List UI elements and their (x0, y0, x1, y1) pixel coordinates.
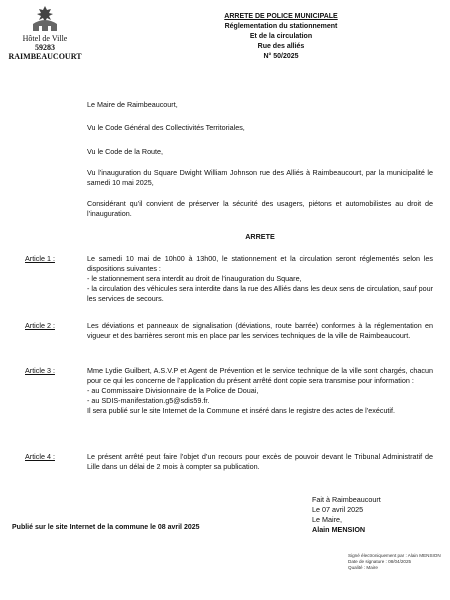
article-3-line: Il sera publié sur le site Internet de la Commune et inséré dans le registre des actes de l’exécutif. (87, 406, 396, 415)
mayor-line: Le Maire de Raimbeaucourt, (87, 100, 178, 109)
town-hall-logo (6, 4, 84, 61)
article-1-line: Le samedi 10 mai de 10h00 à 13h00, le stationnement et la circulation seront réglementés selon les dispositions suivantes : (87, 254, 433, 273)
publication-note: Publié sur le site Internet de la commune le 08 avril 2025 (12, 524, 200, 531)
article-3-body (87, 366, 433, 416)
signature-place: Fait à Raimbeaucourt (312, 495, 381, 504)
logo-line-1: Hôtel de Ville (22, 34, 68, 43)
vu-inauguration: Vu l’inauguration du Square Dwight William Johnson rue des Alliés à Raimbeaucourt, par la municipalité le samedi 10 mai 2025, (87, 168, 433, 187)
vu-code-route: Vu le Code de la Route, (87, 147, 164, 156)
article-3-label: Article 3 : (25, 366, 55, 375)
header-line-3: Et de la circulation (249, 33, 313, 40)
article-1-line: - le stationnement sera interdit au droit de l’inauguration du Square, (87, 274, 302, 283)
article-1-body (87, 254, 433, 304)
article-4-label: Article 4 : (25, 452, 55, 461)
signature-date: Le 07 avril 2025 (312, 505, 364, 514)
header-line-2: Réglementation du stationnement (224, 23, 338, 30)
document-header (200, 12, 362, 62)
article-4-line: Le présent arrêté peut faire l’objet d’un recours pour excès de pouvoir devant le Tribunal Administratif de Lille dans un délai de 2 mois à compter sa publication. (87, 452, 433, 471)
esign-line-3: Qualité : Maire (348, 565, 378, 570)
article-2-body (87, 321, 433, 341)
signature-name: Alain MENSION (312, 525, 366, 534)
arrete-heading: ARRETE (245, 232, 275, 241)
document-title: ARRETE DE POLICE MUNICIPALE (224, 13, 338, 20)
article-3-line: Mme Lydie Guilbert, A.S.V.P et Agent de Prévention et le service technique de la ville sont chargés, chacun pour ce qui les concerne de l’application du présent arrêté dont copie sera transmise pour information : (87, 366, 433, 385)
considerant: Considérant qu’il convient de préserver la sécurité des usagers, piétons et automobilistes au droit de l’inauguration. (87, 199, 433, 218)
article-2-label: Article 2 : (25, 321, 55, 330)
signature-block (312, 495, 381, 535)
article-1-label: Article 1 : (25, 254, 55, 263)
article-3-line: - au SDIS-manifestation.g5@sdis59.fr. (87, 396, 210, 405)
order-number: N° 50/2025 (263, 53, 299, 60)
signature-role: Le Maire, (312, 515, 342, 524)
article-4-body (87, 452, 433, 472)
article-1-line: - la circulation des véhicules sera interdite dans la rue des Alliés dans les deux sens de circulation, sauf pour les services de secours. (87, 284, 433, 303)
article-2-line: Les déviations et panneaux de signalisation (déviations, route barrée) conformes à la réglementation en vigueur et des barrières seront mis en place par les services techniques de la ville de Raimbeaucourt. (87, 321, 433, 340)
town-hall-crest-icon (27, 4, 63, 34)
vu-cgct: Vu le Code Général des Collectivités Territoriales, (87, 123, 245, 132)
header-line-4: Rue des alliés (257, 43, 305, 50)
electronic-signature-stamp (348, 553, 441, 571)
esign-line-1: Signé électroniquement par : Alain MENSION (348, 553, 441, 558)
esign-line-2: Date de signature : 08/04/2025 (348, 559, 412, 564)
logo-line-2: 59283 RAIMBEAUCOURT (8, 43, 82, 61)
article-3-line: - au Commissaire Divisionnaire de la Police de Douai, (87, 386, 259, 395)
